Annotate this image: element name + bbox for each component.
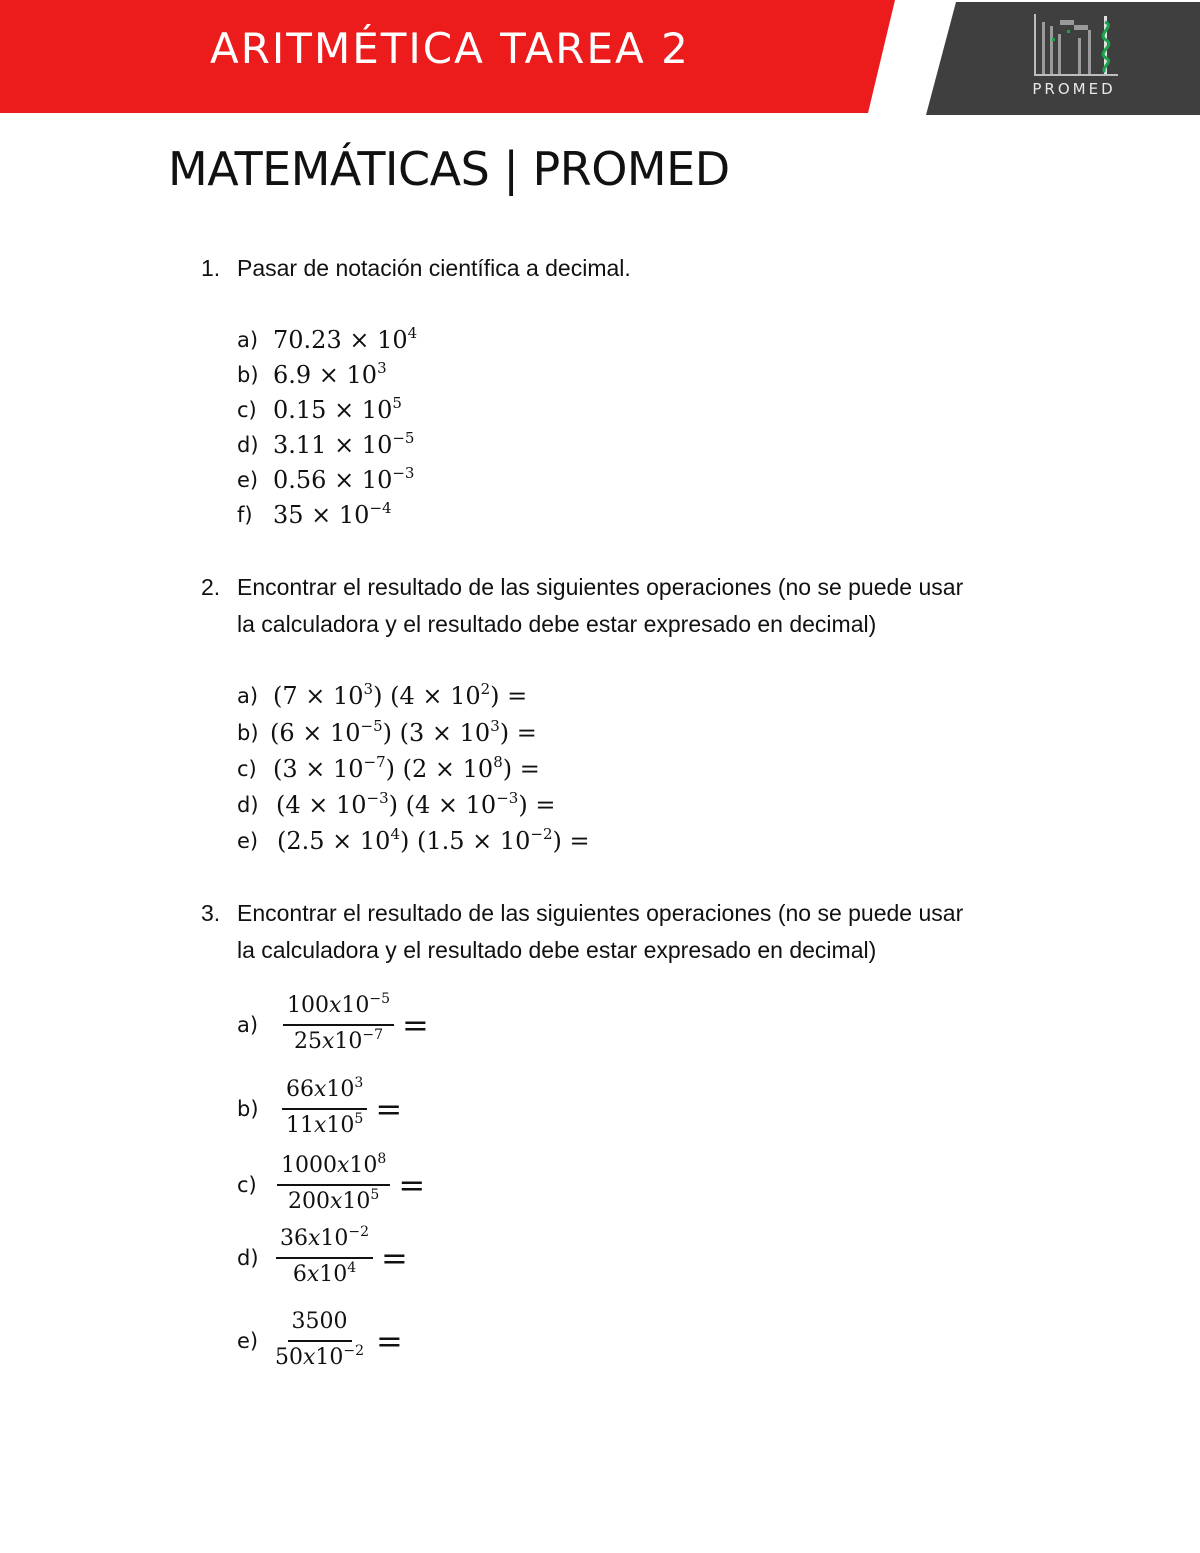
math-expression: $3.11 \times 10^{-5}$ <box>273 428 415 459</box>
q2-item-a <box>237 678 527 713</box>
fraction: $\frac{36𝑥10^{-2}}{6𝑥10^4}$ <box>276 1223 373 1293</box>
item-label: e) <box>237 467 259 492</box>
math-expression: $6.9 \times 10^3$ <box>273 358 387 389</box>
math-expression: $(7 \times 10^3)$ $(4 \times 10^2)$ = <box>273 679 528 710</box>
item-label: b) <box>237 1097 259 1121</box>
math-expression: $(2.5 \times 10^4)$ $(1.5 \times 10^{-2})$ = <box>277 824 590 855</box>
page-title: MATEMÁTICAS | PROMED <box>168 142 730 196</box>
equals-sign: = <box>375 1090 403 1128</box>
question-3-number: 3. <box>201 900 221 926</box>
q3-item-a <box>237 990 429 1060</box>
q1-item-b <box>237 357 387 392</box>
math-expression: $70.23 \times 10^4$ <box>273 323 418 354</box>
item-label: d) <box>237 792 259 817</box>
question-2-text: Encontrar el resultado de las siguientes operaciones (no se puede usar la calculadora y el resultado debe estar expresado en decimal) <box>237 574 964 637</box>
banner-title: ARITMÉTICA TAREA 2 <box>210 24 690 73</box>
fraction: $\frac{1000𝑥10^8}{200𝑥10^5}$ <box>277 1150 390 1220</box>
item-label: a) <box>237 683 259 708</box>
question-1-text: Pasar de notación científica a decimal. <box>237 255 631 281</box>
math-expression: $(6 \times 10^{-5})$ $(3 \times 10^3)$ = <box>270 716 537 747</box>
q2-item-d <box>237 787 555 822</box>
math-expression: $0.56 \times 10^{-3}$ <box>273 463 415 494</box>
q1-item-f <box>237 497 392 532</box>
item-label: d) <box>237 432 259 457</box>
logo-text: PROMED <box>1032 80 1116 98</box>
item-label: f) <box>237 502 253 527</box>
math-expression: $35 \times 10^{-4}$ <box>273 498 392 529</box>
item-label: b) <box>237 720 259 745</box>
q3-item-e <box>237 1306 403 1376</box>
q3-item-c <box>237 1150 425 1220</box>
item-label: a) <box>237 327 259 352</box>
q1-item-c <box>237 392 402 427</box>
q3-item-d <box>237 1223 408 1293</box>
promed-logo-icon <box>1030 12 1120 76</box>
question-2-number: 2. <box>201 574 221 600</box>
q1-item-d <box>237 427 414 462</box>
equals-sign: = <box>402 1006 429 1044</box>
question-3-text: Encontrar el resultado de las siguientes operaciones (no se puede usar la calculadora y el resultado debe estar expresado en decimal) <box>237 900 964 963</box>
math-expression: $(4 \times 10^{-3})$ $(4 \times 10^{-3})$ = <box>276 788 556 819</box>
equals-sign: = <box>398 1166 426 1204</box>
item-label: c) <box>237 397 257 422</box>
item-label: e) <box>237 828 259 853</box>
q1-item-e <box>237 462 414 497</box>
item-label: e) <box>237 1329 259 1353</box>
q2-item-b <box>237 715 537 750</box>
math-expression: $(3 \times 10^{-7})$ $(2 \times 10^8)$ = <box>273 752 540 783</box>
item-label: d) <box>237 1246 259 1270</box>
math-expression: $0.15 \times 10^5$ <box>273 393 402 424</box>
q2-item-e <box>237 823 590 858</box>
item-label: a) <box>237 1013 259 1037</box>
q3-item-b <box>237 1074 402 1144</box>
fraction: $\frac{66𝑥10^3}{11𝑥10^5}$ <box>282 1074 367 1144</box>
question-1-number: 1. <box>201 255 221 281</box>
equals-sign: = <box>381 1239 408 1277</box>
q2-item-c <box>237 751 540 786</box>
fraction: $\frac{3500}{50𝑥10^{-2}}$ <box>271 1306 368 1376</box>
item-label: c) <box>237 756 257 781</box>
item-label: c) <box>237 1173 257 1197</box>
q1-item-a <box>237 322 417 357</box>
equals-sign: = <box>376 1322 403 1360</box>
item-label: b) <box>237 362 259 387</box>
fraction: $\frac{100𝑥10^{-5}}{25𝑥10^{-7}}$ <box>283 990 394 1060</box>
